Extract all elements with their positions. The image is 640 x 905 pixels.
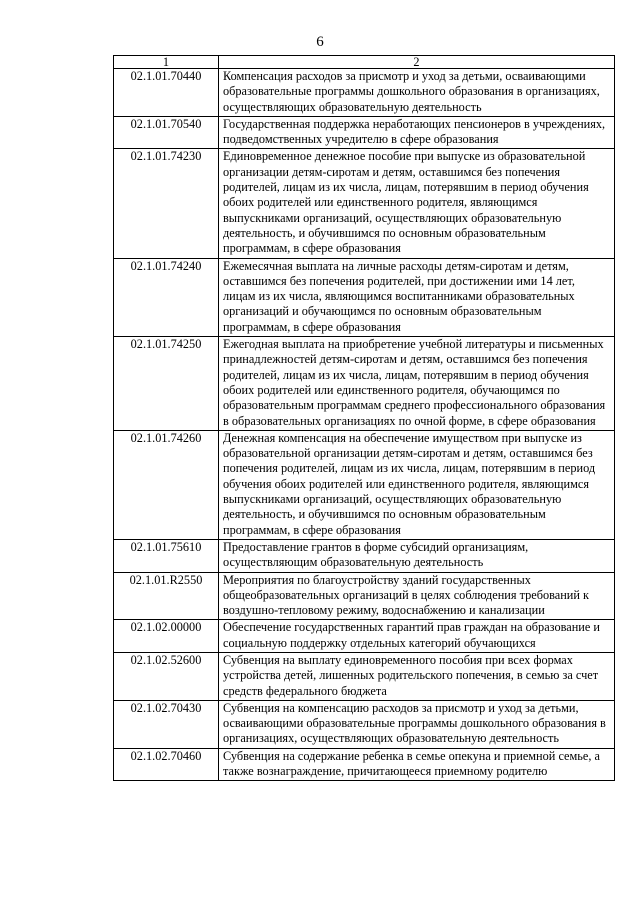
table-row [114,258,615,336]
table-row [114,652,615,700]
row-code: 02.1.01.R2550 [114,572,219,620]
row-description: Субвенция на выплату единовременного пособия при всех формах устройства детей, лишенных родительского попечения, в семью за счет средств федерального бюджета [219,652,615,700]
budget-classification-table [113,55,615,781]
row-description: Мероприятия по благоустройству зданий государственных общеобразовательных организаций в целях соблюдения требований к воздушно-тепловому режиму, водоснабжению и канализации [219,572,615,620]
row-code: 02.1.01.74260 [114,430,219,539]
table-row [114,620,615,653]
row-description: Обеспечение государственных гарантий прав граждан на образование и социальную поддержку отдельных категорий обучающихся [219,620,615,653]
row-code: 02.1.01.70540 [114,116,219,149]
row-code: 02.1.01.75610 [114,539,219,572]
table-row [114,539,615,572]
row-code: 02.1.01.70440 [114,69,219,117]
column-header-code: 1 [114,56,219,69]
page-number: 6 [316,34,324,50]
table-row [114,430,615,539]
row-code: 02.1.02.70430 [114,700,219,748]
column-header-description: 2 [219,56,615,69]
row-description: Ежемесячная выплата на личные расходы детям-сиротам и детям, оставшимся без попечения родителей, при достижении ими 14 лет, лицам из их числа, являющимся воспитанниками образовательных организаций и обучающимся по основным образовательным программам, в сфере образования [219,258,615,336]
row-code: 02.1.01.74230 [114,149,219,258]
row-description: Субвенция на содержание ребенка в семье опекуна и приемной семье, а также вознаграждение, причитающееся приемному родителю [219,748,615,781]
row-description: Государственная поддержка неработающих пенсионеров в учреждениях, подведомственных учредителю в сфере образования [219,116,615,149]
table-row [114,69,615,117]
row-description: Предоставление грантов в форме субсидий организациям, осуществляющим образовательную деятельность [219,539,615,572]
row-description: Субвенция на компенсацию расходов за присмотр и уход за детьми, осваивающими образовательные программы дошкольного образования в организациях, осуществляющих образовательную деятельность [219,700,615,748]
table-row [114,572,615,620]
row-code: 02.1.01.74250 [114,337,219,431]
table-row [114,149,615,258]
table-row [114,748,615,781]
row-code: 02.1.02.52600 [114,652,219,700]
row-description: Денежная компенсация на обеспечение имуществом при выпуске из образовательной организации детям-сиротам и детям, оставшимся без попечения родителей, лицам из их числа, лицам, потерявшим в период обучения обоих родителей или единственного родителя, являющимся выпускниками организаций, осуществляющих образовательную деятельность, и обучившимся по основным образовательным программам, в сфере образования [219,430,615,539]
row-code: 02.1.02.70460 [114,748,219,781]
row-description: Компенсация расходов за присмотр и уход за детьми, осваивающими образовательные программы дошкольного образования в организациях, осуществляющих образовательную деятельность [219,69,615,117]
row-description: Ежегодная выплата на приобретение учебной литературы и письменных принадлежностей детям-сиротам и детям, оставшимся без попечения родителей, лицам из их числа, лицам, потерявшим в период обучения обоих родителей или единственного родителя, обучающимся по образовательным программам среднего профессионального образования в образовательных организациях по очной форме, в сфере образования [219,337,615,431]
table-row [114,700,615,748]
row-code: 02.1.02.00000 [114,620,219,653]
table-header-row [114,56,615,69]
row-code: 02.1.01.74240 [114,258,219,336]
table-row [114,337,615,431]
table-row [114,116,615,149]
row-description: Единовременное денежное пособие при выпуске из образовательной организации детям-сиротам и детям, оставшимся без попечения родителей, лицам из их числа, лицам, потерявшим в период обучения обоих родителей или единственного родителя, являющимся выпускниками организаций, осуществляющих образовательную деятельность, и обучившимся по основным образовательным программам, в сфере образования [219,149,615,258]
